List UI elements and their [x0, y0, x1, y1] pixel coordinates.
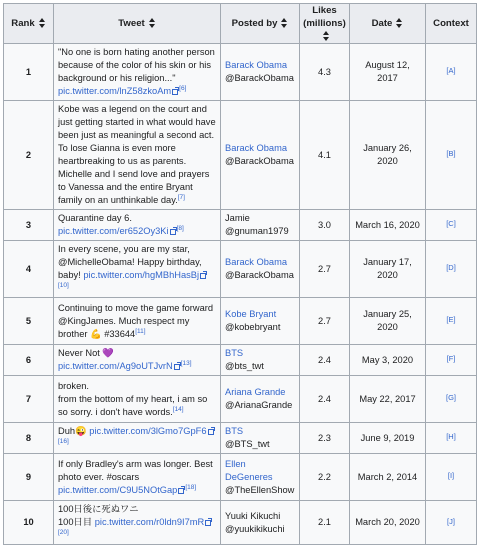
likes-cell: 4.3 [300, 44, 350, 101]
context-cell [426, 298, 477, 345]
table-row [4, 454, 477, 501]
sort-icon[interactable] [149, 18, 156, 28]
poster-handle: @BarackObama [225, 156, 294, 166]
tweet-cell [54, 376, 221, 423]
reference-link[interactable]: [8] [176, 225, 184, 232]
likes-cell: 2.4 [300, 376, 350, 423]
sort-icon[interactable] [323, 31, 330, 41]
context-cell [426, 423, 477, 454]
poster-name-link[interactable]: Barack Obama [225, 60, 288, 70]
poster-handle: @bts_twt [225, 361, 264, 371]
column-header-tweet[interactable]: Tweet [54, 4, 221, 44]
context-note-link[interactable]: [I] [447, 471, 455, 480]
column-header-rank[interactable]: Rank [4, 4, 54, 44]
tweet-text-segment: "No one is born hating another person because of the color of his skin or his background or his religion..." [58, 47, 215, 83]
posted-by-cell [221, 241, 300, 298]
sort-icon[interactable] [396, 18, 403, 28]
column-header-date[interactable]: Date [350, 4, 426, 44]
rank-cell: 1 [4, 44, 54, 101]
tweet-cell [54, 101, 221, 210]
poster-handle: @BTS_twt [225, 439, 270, 449]
table-row [4, 101, 477, 210]
context-cell [426, 345, 477, 376]
column-header-posted-by[interactable]: Posted by [221, 4, 300, 44]
tweet-link[interactable]: pic.twitter.com/3lGmo7GpF6 [89, 426, 207, 436]
tweet-cell [54, 298, 221, 345]
external-link-icon [174, 362, 181, 369]
likes-cell: 3.0 [300, 210, 350, 241]
table-row [4, 501, 477, 545]
poster-handle: @yuukikikuchi [225, 523, 285, 534]
date-cell: March 16, 2020 [350, 210, 426, 241]
date-cell: January 17, 2020 [350, 241, 426, 298]
date-cell: January 25, 2020 [350, 298, 426, 345]
table-row [4, 44, 477, 101]
tweet-text-segment: If only Bradley's arm was longer. Best photo ever. #oscars [58, 458, 213, 482]
context-cell [426, 454, 477, 501]
date-cell: March 20, 2020 [350, 501, 426, 545]
context-note-link[interactable]: [B] [446, 149, 456, 158]
date-cell: August 12, 2017 [350, 44, 426, 101]
posted-by-cell [221, 210, 300, 241]
rank-cell: 5 [4, 298, 54, 345]
column-header-context: Context [426, 4, 477, 44]
tweet-link[interactable]: pic.twitter.com/er652Oy3Ki [58, 226, 169, 236]
tweet-text-segment: Kobe was a legend on the court and just getting started in what would have been just as meaningful a second act. To lose Gianna is even more heartbreaking to us as parents. Michelle and I send love and prayers to Vanessa and the entire Bryant family on an unthinkable day. [58, 104, 216, 205]
table-row [4, 423, 477, 454]
sort-icon[interactable] [281, 18, 288, 28]
posted-by-cell [221, 44, 300, 101]
external-link-icon [170, 227, 177, 234]
likes-cell: 2.7 [300, 241, 350, 298]
context-note-link[interactable]: [G] [445, 393, 456, 402]
likes-cell: 2.7 [300, 298, 350, 345]
reference-link[interactable]: [20] [58, 529, 69, 536]
tweet-cell [54, 423, 221, 454]
external-link-icon [200, 271, 207, 278]
poster-handle: @TheEllenShow [225, 484, 295, 495]
external-link-icon [208, 427, 215, 434]
poster-name-link[interactable]: Barack Obama [225, 143, 288, 153]
posted-by-cell [221, 345, 300, 376]
posted-by-cell [221, 501, 300, 545]
tweet-cell [54, 241, 221, 298]
tweet-cell [54, 345, 221, 376]
context-note-link[interactable]: [C] [446, 219, 456, 228]
poster-name-link[interactable]: BTS [225, 348, 244, 358]
tweet-link[interactable]: pic.twitter.com/C9U5NOtGap [58, 484, 178, 495]
posted-by-cell [221, 376, 300, 423]
likes-cell: 2.4 [300, 345, 350, 376]
tweet-link[interactable]: pic.twitter.com/r0ldn9I7mR [94, 517, 205, 527]
poster-name: Yuuki Kikuchi [225, 510, 281, 521]
rank-cell: 10 [4, 501, 54, 545]
table-row [4, 345, 477, 376]
posted-by-cell [221, 298, 300, 345]
poster-name-link[interactable]: Barack Obama [225, 257, 288, 267]
reference-link[interactable]: [6] [179, 85, 187, 92]
context-cell [426, 210, 477, 241]
column-header-likes[interactable]: Likes (millions) [300, 4, 350, 44]
date-cell: March 2, 2014 [350, 454, 426, 501]
tweet-text-segment: Continuing to move the game forward @KingJames. Much respect my brother 💪 #33644 [58, 302, 214, 339]
sort-icon[interactable] [39, 18, 46, 28]
tweet-text-segment: broken. [58, 380, 90, 391]
tweet-text-segment: Quarantine day 6. [58, 213, 132, 223]
poster-handle: @BarackObama [225, 73, 294, 83]
poster-handle: @gnuman1979 [225, 226, 289, 236]
poster-name-link[interactable]: Kobe Bryant [225, 309, 277, 319]
tweet-text-segment: 100日目 [58, 517, 95, 527]
tweet-text-segment: Duh😜 [58, 426, 90, 436]
context-cell [426, 241, 477, 298]
tweet-cell [54, 501, 221, 545]
context-note-link[interactable]: [A] [446, 66, 456, 75]
context-note-link[interactable]: [E] [446, 315, 456, 324]
external-link-icon [172, 87, 179, 94]
tweet-cell [54, 44, 221, 101]
tweet-text-segment: Never Not 💜 [58, 348, 115, 358]
poster-name: Jamie [225, 213, 250, 223]
reference-link[interactable]: [13] [180, 360, 192, 367]
poster-handle: @ArianaGrande [225, 400, 293, 410]
external-link-icon [205, 518, 212, 525]
reference-link[interactable]: [18] [185, 483, 197, 491]
rank-cell: 4 [4, 241, 54, 298]
poster-name-link[interactable]: Ariana Grande [225, 387, 286, 397]
tweet-cell [54, 454, 221, 501]
context-note-link[interactable]: [F] [446, 354, 456, 363]
header-row [4, 4, 477, 44]
reference-link[interactable]: [16] [58, 438, 69, 445]
table-row [4, 241, 477, 298]
poster-handle: @BarackObama [225, 270, 294, 280]
date-cell: May 22, 2017 [350, 376, 426, 423]
reference-link[interactable]: [14] [172, 405, 184, 413]
rank-cell: 8 [4, 423, 54, 454]
tweet-link[interactable]: pic.twitter.com/Ag9oUTJvrN [58, 361, 173, 371]
rank-cell: 7 [4, 376, 54, 423]
rank-cell: 6 [4, 345, 54, 376]
context-cell [426, 376, 477, 423]
context-note-link[interactable]: [J] [447, 516, 455, 526]
likes-cell: 2.2 [300, 454, 350, 501]
poster-name-link[interactable]: Ellen DeGeneres [225, 458, 273, 482]
context-note-link[interactable]: [H] [446, 432, 456, 441]
rank-cell: 2 [4, 101, 54, 210]
date-cell: January 26, 2020 [350, 101, 426, 210]
tweet-link[interactable]: pic.twitter.com/lnZ58zkoAm [58, 86, 172, 96]
likes-cell: 2.1 [300, 501, 350, 545]
most-liked-tweets-table [3, 3, 477, 545]
poster-handle: @kobebryant [225, 322, 281, 332]
tweet-text-segment: from the bottom of my heart, i am so so sorry. i don't have words. [58, 393, 208, 417]
posted-by-cell [221, 101, 300, 210]
date-cell: May 3, 2020 [350, 345, 426, 376]
context-note-link[interactable]: [D] [446, 263, 456, 272]
table-row [4, 210, 477, 241]
external-link-icon [178, 486, 185, 493]
poster-name-link[interactable]: BTS [225, 426, 244, 436]
reference-link[interactable]: [7] [177, 194, 185, 201]
tweet-cell [54, 210, 221, 241]
reference-link[interactable]: [10] [58, 282, 69, 289]
tweet-text-segment: 100日後に死ぬワニ [58, 504, 139, 514]
context-cell [426, 501, 477, 545]
date-cell: June 9, 2019 [350, 423, 426, 454]
posted-by-cell [221, 423, 300, 454]
table-row [4, 376, 477, 423]
context-cell [426, 101, 477, 210]
context-cell [426, 44, 477, 101]
table-row [4, 298, 477, 345]
rank-cell: 3 [4, 210, 54, 241]
tweet-text-segment: In every scene, you are my star, @MichelleObama! Happy birthday, baby! [58, 244, 202, 280]
rank-cell: 9 [4, 454, 54, 501]
likes-cell: 2.3 [300, 423, 350, 454]
likes-cell: 4.1 [300, 101, 350, 210]
posted-by-cell [221, 454, 300, 501]
tweet-link[interactable]: pic.twitter.com/hgMBhHasBj [83, 270, 200, 280]
reference-link[interactable]: [11] [135, 327, 146, 335]
